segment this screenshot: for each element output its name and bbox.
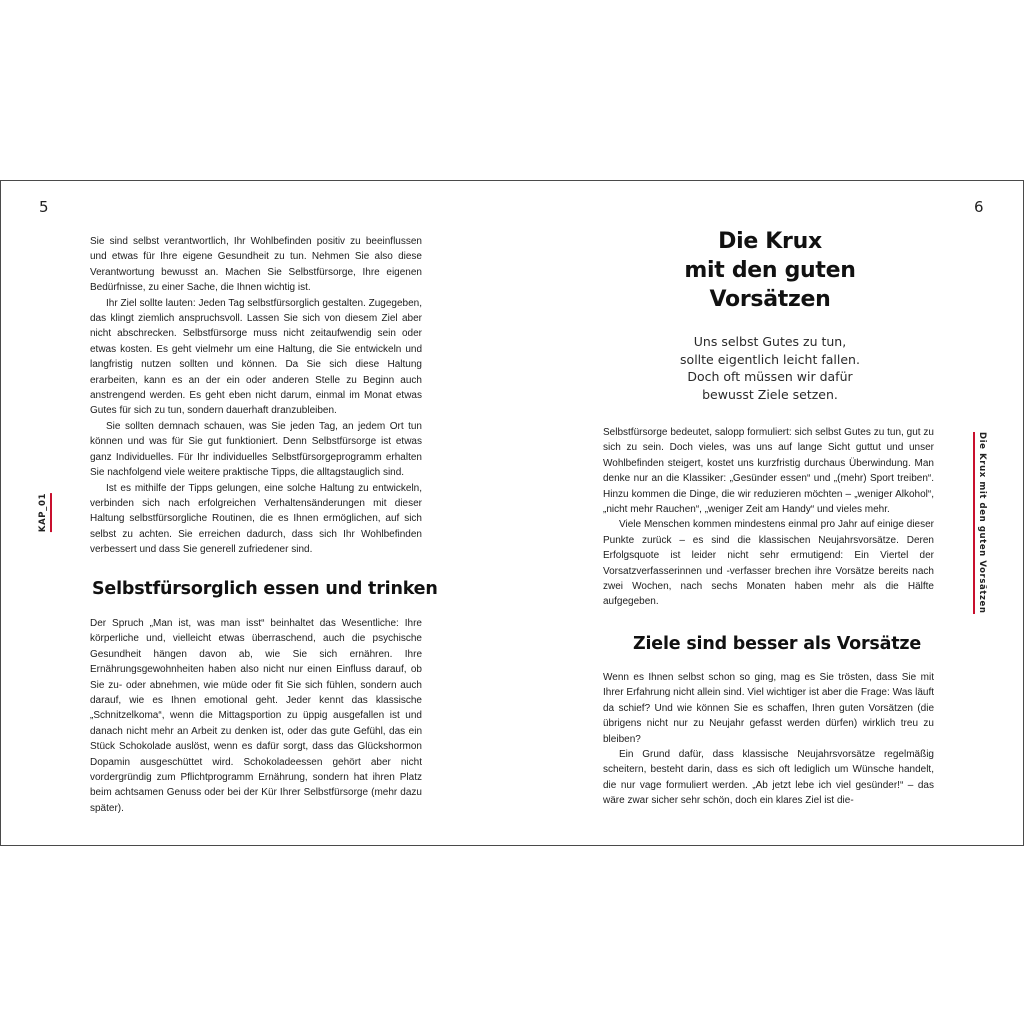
left-body-text [90,234,422,558]
running-header-right: Die Krux mit den guten Vorsätzen [973,432,987,614]
chapter-title [640,227,900,314]
chapter-lead [640,333,900,403]
paragraph: Viele Menschen kommen mindestens einmal pro Jahr auf einige dieser Punkte zurück – es sind die klassischen Neujahrsvorsätze. Deren Erfolgsquote ist leider nicht sehr ermutigend: Ein Viertel der Vorsatzverfasserinnen und -verfasser brechen ihre Vorsätze bereits nach zwei Wochen, nach sechs Monaten haben mehr als die Hälfte aufgegeben. [603,519,934,608]
section-heading-left: Selbstfürsorglich essen und trinken [92,579,438,599]
paragraph: Sie sind selbst verantwortlich, Ihr Wohlbefinden positiv zu beeinflussen und etwas für Ihre eigene Gesundheit zu tun. Nehmen Sie also diese Verantwortung bewusst an. Machen Sie Selbstfürsorge, Ihre eigenen Bedürfnisse, zu einer Sache, die Ihnen wichtig ist. [90,236,422,294]
lead-line: Uns selbst Gutes zu tun, [693,334,847,349]
right-body-text [603,425,934,610]
paragraph: Ihr Ziel sollte lauten: Jeden Tag selbstfürsorglich gestalten. Zugegeben, das klingt ziemlich anspruchsvoll. Lassen Sie sich von diesem Ziel aber nicht abschrecken. Selbstfürsorge muss nicht zeitaufwendig sein oder etwas kosten. Es geht vielmehr um eine Haltung, die Sie entwickeln und langfristig nutzen sollten und können. Da Sie sich diese Haltung erarbeiten, kann es an der ein oder anderen Stelle zu Beginn auch anstrengend werden. Es geht eben nicht darum, einmal im Monat etwas Gutes für sich zu tun, sondern dauerhaft dranzubleiben. [90,297,422,417]
page-number-right: 6 [974,198,984,216]
page-number-left: 5 [39,198,49,216]
chapter-title-line: mit den guten [684,258,856,283]
section-heading-right: Ziele sind besser als Vorsätze [633,634,922,654]
lead-line: bewusst Ziele setzen. [702,386,838,402]
paragraph: Der Spruch „Man ist, was man isst“ beinhaltet das Wesentliche: Ihre körperliche und, vielleicht etwas überraschend, auch die psychische Gesundheit hängen davon ab, wie Sie sich ernähren. Ihre Ernährungsgewohnheiten haben also nicht nur einen Einfluss darauf, ob Sie zu- oder abnehmen, wie müde oder fit Sie sich fühlen, sondern auch darauf, wie es Ihnen emotional geht. Jeder kennt das klassische „Schnitzelkoma“, wenn die Mittagsportion zu üppig ausgefallen ist und danach nicht mehr an Arbeit zu denken ist, oder das gute Gefühl, das ein Stück Schokolade auslöst, wenn es dafür sorgt, dass das Glückshormon Dopamin ausgeschüttet wird. Schokoladeessen gehört aber nicht vordergründig zum Pflichtprogramm Ernährung, sondern hat ihren Platz beim achtsamen Genuss oder bei der Kür Ihrer Selbstfürsorge (mehr dazu später). [90,618,422,814]
paragraph: Wenn es Ihnen selbst schon so ging, mag es Sie trösten, dass Sie mit Ihrer Erfahrung nicht allein sind. Viel wichtiger ist aber die Frage: Was läuft da schief? Und wie können Sie es schaffen, Ihren guten Vorsätzen (die übrigens nicht nur zu Neujahr gefasst werden dürfen) wirklich treu zu bleiben? [603,672,934,745]
lead-line: Doch oft müssen wir dafür [687,369,853,384]
paragraph: Sie sollten demnach schauen, was Sie jeden Tag, an jedem Ort tun können und was für Sie gut funktioniert. Denn Selbstfürsorge ist etwas ganz Individuelles. Für Ihr individuelles Selbstfürsorgeprogramm erhalten Sie nachfolgend viele weitere praktische Tipps, die alltagstauglich sind. [90,420,422,479]
right-body-text-2 [603,670,934,809]
paragraph: Ein Grund dafür, dass klassische Neujahrsvorsätze regelmäßig scheitern, besteht darin, dass es sich oft lediglich um Wünsche handelt, die nur vage formuliert werden. „Ab jetzt lebe ich viel gesünder!“ – das wäre zwar sicher sehr schön, doch ein klares Ziel ist die- [603,749,934,807]
chapter-marker-left: KAP_01 [38,493,52,532]
chapter-title-line: Vorsätzen [709,287,831,312]
paragraph: Ist es mithilfe der Tipps gelungen, eine solche Haltung zu entwickeln, verbinden sich nach erfolgreichen Verhaltensänderungen mit dieser Haltung selbstfürsorgliche Routinen, die es Ihnen ermöglichen, auf sich selbst zu achten. Sie erreichen dadurch, dass sich Ihr Wohlbefinden verbessert und dass Sie generell zufriedener sind. [90,482,422,556]
paragraph: Selbstfürsorge bedeutet, salopp formuliert: sich selbst Gutes zu tun, gut zu sich zu sein. Doch vieles, was uns auf lange Sicht guttut und unser Wohlbefinden steigert, kostet uns kurzfristig durchaus Überwindung. Man denke nur an die Klassiker: „Gesünder essen“ und „(mehr) Sport treiben“. Hinzu kommen die Dinge, die wir reduzieren möchten – „weniger Alkohol“, „nicht mehr Rauchen“, „weniger Zeit am Handy“ und vieles mehr. [603,427,934,516]
lead-line: sollte eigentlich leicht fallen. [680,351,860,367]
chapter-title-line: Die Krux [718,229,822,254]
left-body-text-2 [90,616,422,816]
